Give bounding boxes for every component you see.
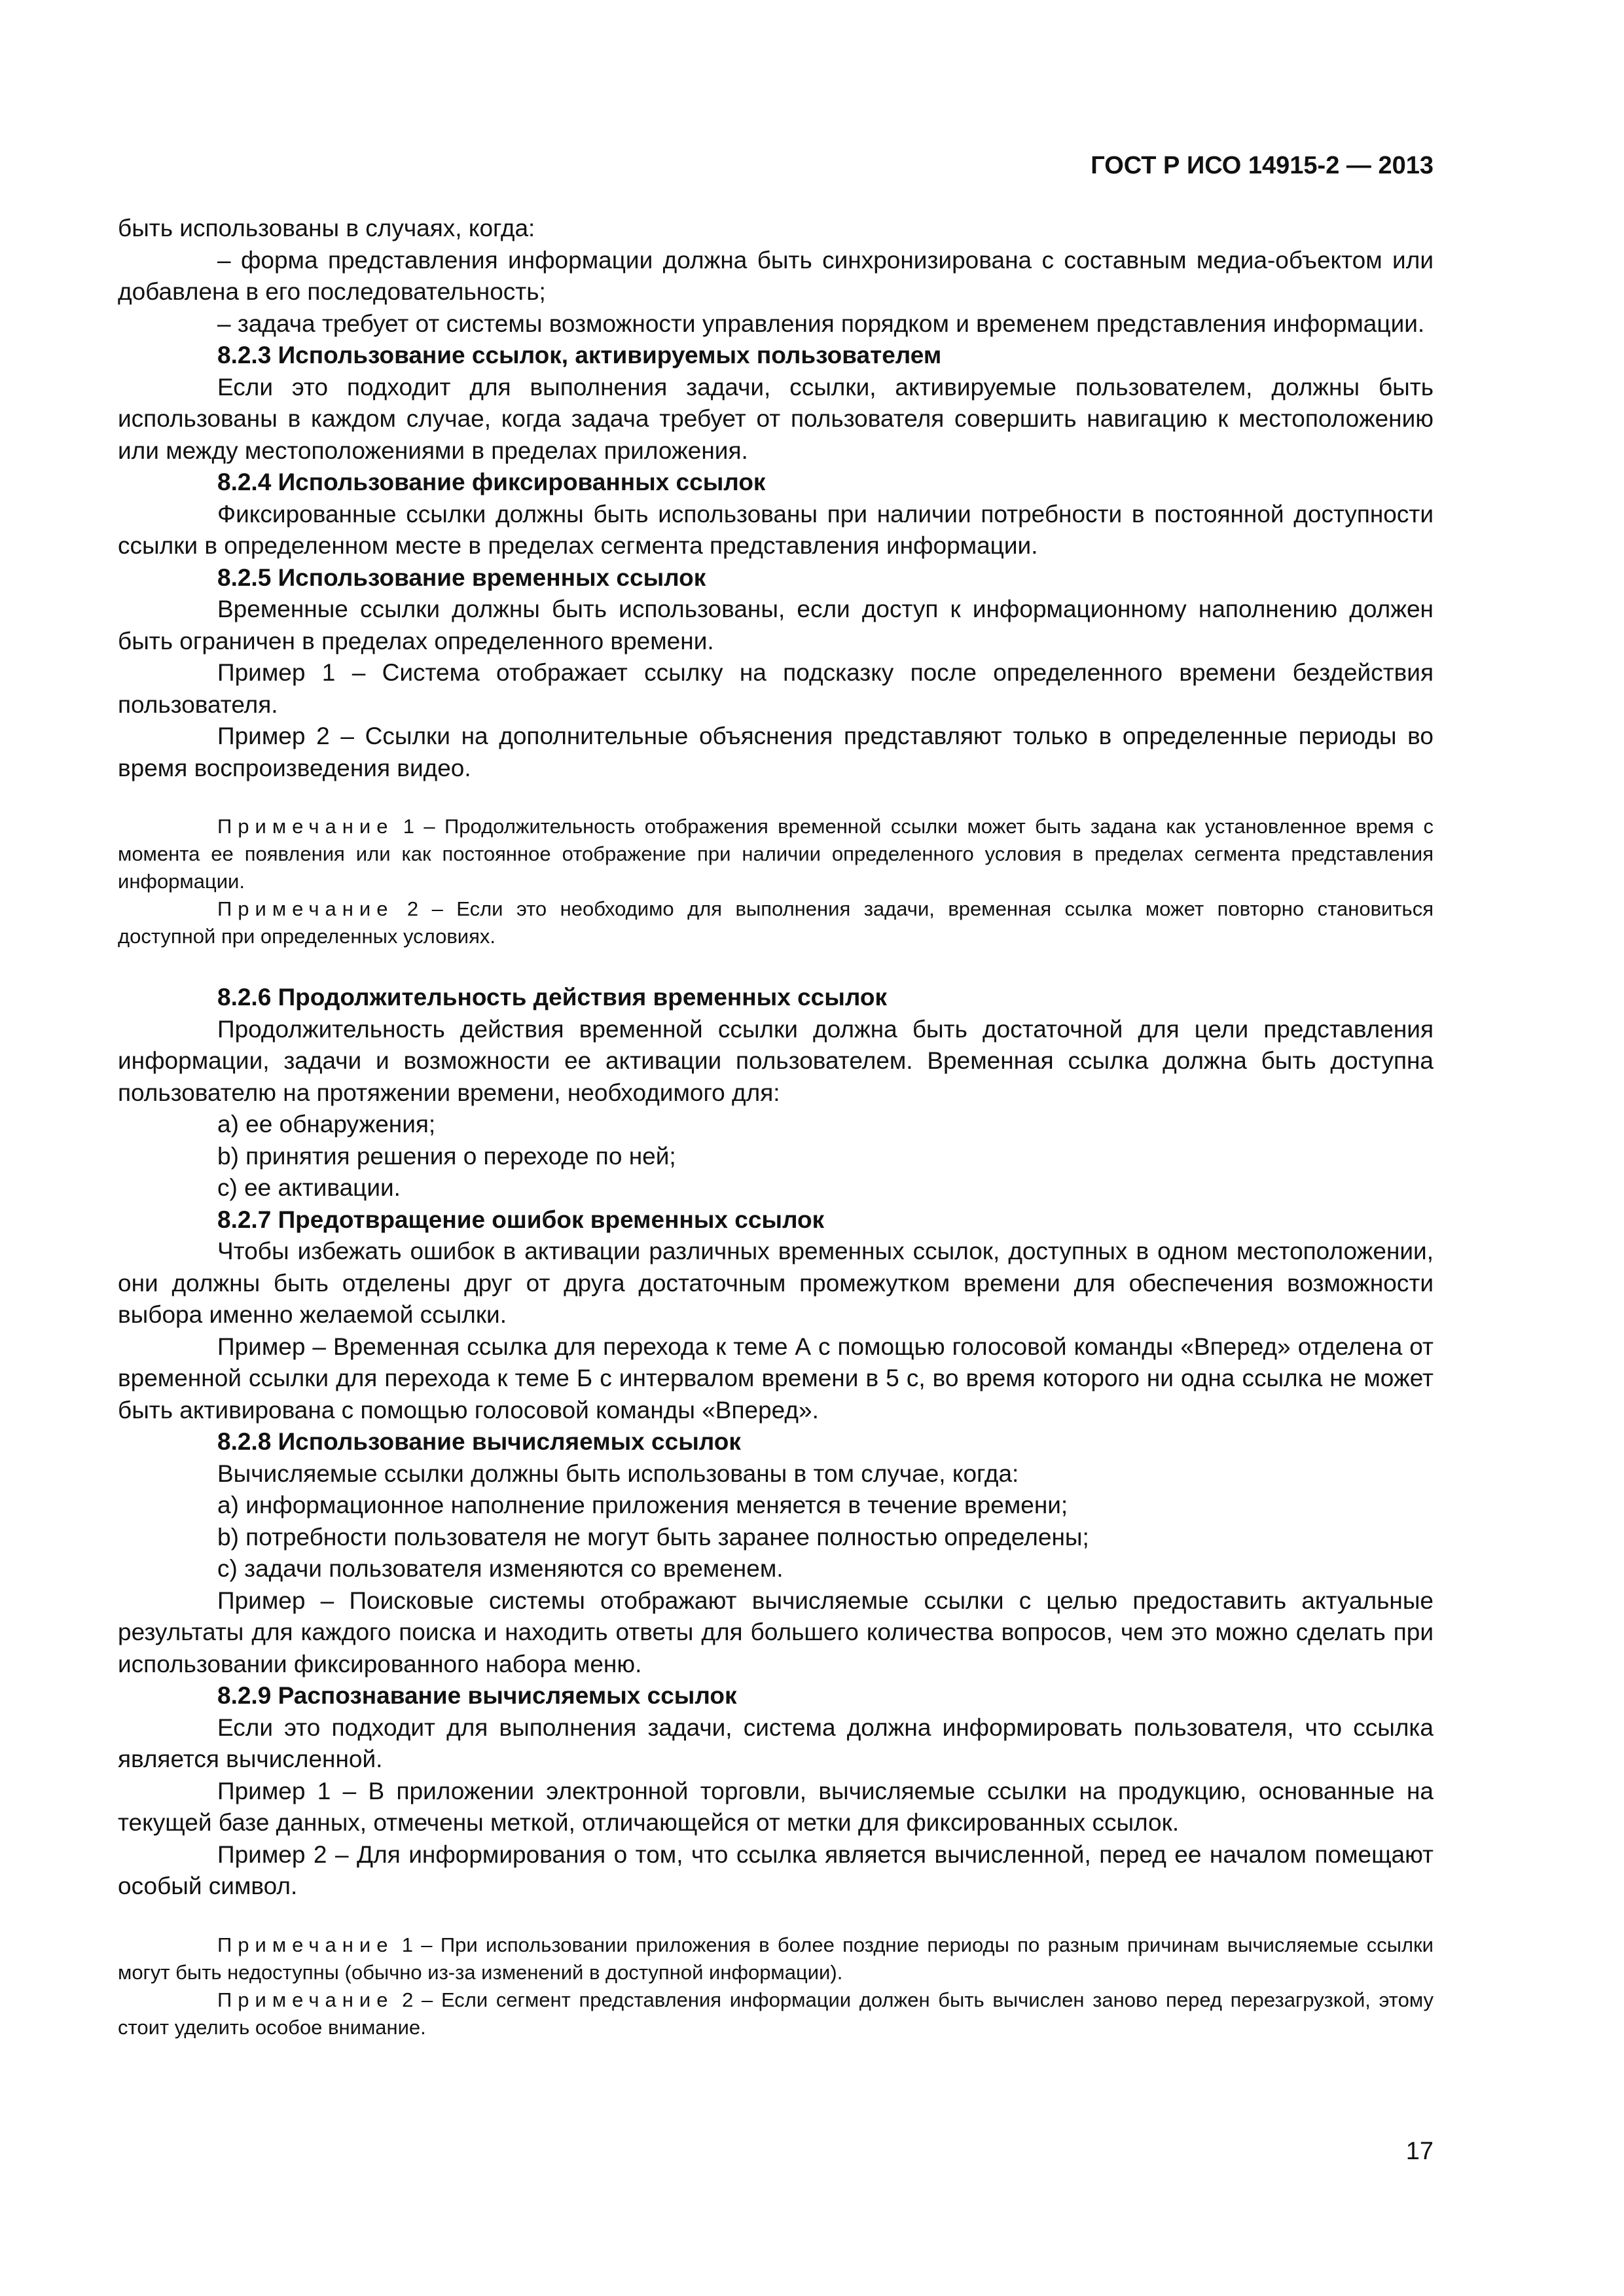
document-body [118,213,1434,2041]
notes-block [118,1931,1434,2041]
paragraph: Продолжительность действия временной ссылки должна быть достаточной для цели представления информации, задачи и возможности ее активации пользователем. Временная ссылка должна быть доступна пользователю на протяжении времени, необходимого для: [118,1015,1434,1106]
example: Пример – Поисковые системы отображают вычисляемые ссылки с целью предоставить актуальные результаты для каждого поиска и находить ответы для большего количества вопросов, чем это можно сделать при использовании фиксированного набора меню. [118,1587,1434,1677]
example: Пример 1 – В приложении электронной торговли, вычисляемые ссылки на продукцию, основанные на текущей базе данных, отмечены меткой, отличающейся от метки для фиксированных ссылок. [118,1777,1434,1836]
section-heading-8-2-6: 8.2.6 Продолжительность действия временных ссылок [217,984,887,1011]
note-label: Примечание [217,897,394,920]
section-heading-8-2-9: 8.2.9 Распознавание вычисляемых ссылок [217,1682,737,1709]
note-text: 2 – Если сегмент представления информации должен быть вычислен заново перед перезагрузкой, этому стоит уделить особое внимание. [118,1988,1434,2039]
paragraph: Фиксированные ссылки должны быть использованы при наличии потребности в постоянной доступности ссылки в определенном месте в пределах сегмента представления информации. [118,500,1434,559]
note-text: 2 – Если это необходимо для выполнения задачи, временная ссылка может повторно становиться доступной при определенных условиях. [118,897,1434,948]
note-label: Примечание [217,1933,394,1956]
section-heading-8-2-5: 8.2.5 Использование временных ссылок [217,564,706,591]
note [118,1986,1434,2041]
paragraph: Если это подходит для выполнения задачи, система должна информировать пользователя, что ссылка является вычисленной. [118,1713,1434,1772]
section-heading-8-2-8: 8.2.8 Использование вычисляемых ссылок [217,1428,741,1455]
paragraph: Чтобы избежать ошибок в активации различных временных ссылок, доступных в одном местоположении, они должны быть отделены друг от друга достаточным промежутком времени для обеспечения возможности выбора именно желаемой ссылки. [118,1238,1434,1328]
list-item: – задача требует от системы возможности управления порядком и временем представления информации. [217,310,1425,337]
paragraph: Если это подходит для выполнения задачи, ссылки, активируемые пользователем, должны быть использованы в каждом случае, когда задача требует от пользователя совершить навигацию к местоположению или между местоположениями в пределах приложения. [118,373,1434,464]
section-heading-8-2-7: 8.2.7 Предотвращение ошибок временных ссылок [217,1206,825,1233]
list-item: a) информационное наполнение приложения меняется в течение времени; [217,1492,1068,1518]
note [118,813,1434,895]
paragraph: Временные ссылки должны быть использованы, если доступ к информационному наполнению должен быть ограничен в пределах определенного времени. [118,596,1434,655]
notes-block [118,813,1434,950]
list-item: a) ее обнаружения; [217,1111,436,1138]
note-text: 1 – Продолжительность отображения временной ссылки может быть задана как установленное время с момента ее появления или как постоянное отображение при наличии определенного условия в пределах сегмента представления информации. [118,815,1434,893]
example: Пример 2 – Для информирования о том, что ссылка является вычисленной, перед ее началом помещают особый символ. [118,1840,1434,1899]
list-item: b) потребности пользователя не могут быть заранее полностью определены; [217,1523,1089,1551]
section-heading-8-2-3: 8.2.3 Использование ссылок, активируемых пользователем [217,342,942,368]
document-page [118,152,1434,2041]
page-number: 17 [1405,2138,1434,2165]
paragraph: быть использованы в случаях, когда: [118,215,535,242]
paragraph: Вычисляемые ссылки должны быть использованы в том случае, когда: [217,1460,1019,1487]
example: Пример 2 – Ссылки на дополнительные объяснения представляют только в определенные периоды во время воспроизведения видео. [118,723,1434,781]
list-item: c) ее активации. [217,1174,401,1201]
note-label: Примечание [217,815,394,838]
document-header: ГОСТ Р ИСО 14915-2 — 2013 [1091,152,1434,179]
note [118,1931,1434,1986]
example: Пример – Временная ссылка для перехода к теме А с помощью голосовой команды «Вперед» отделена от временной ссылки для перехода к теме Б с интервалом времени в 5 с, во время которого ни одна ссылка не может быть активирована с помощью голосовой команды «Вперед». [118,1333,1434,1424]
note [118,895,1434,950]
note-text: 1 – При использовании приложения в более поздние периоды по разным причинам вычисляемые ссылки могут быть недоступны (обычно из-за изменений в доступной информации). [118,1933,1434,1984]
list-item: – форма представления информации должна быть синхронизирована с составным медиа-объектом или добавлена в его последовательность; [118,246,1434,305]
list-item: b) принятия решения о переходе по ней; [217,1142,676,1170]
list-item: c) задачи пользователя изменяются со временем. [217,1555,784,1582]
note-label: Примечание [217,1988,394,2011]
section-heading-8-2-4: 8.2.4 Использование фиксированных ссылок [217,469,766,495]
example: Пример 1 – Система отображает ссылку на подсказку после определенного времени бездействия пользователя. [118,659,1434,718]
